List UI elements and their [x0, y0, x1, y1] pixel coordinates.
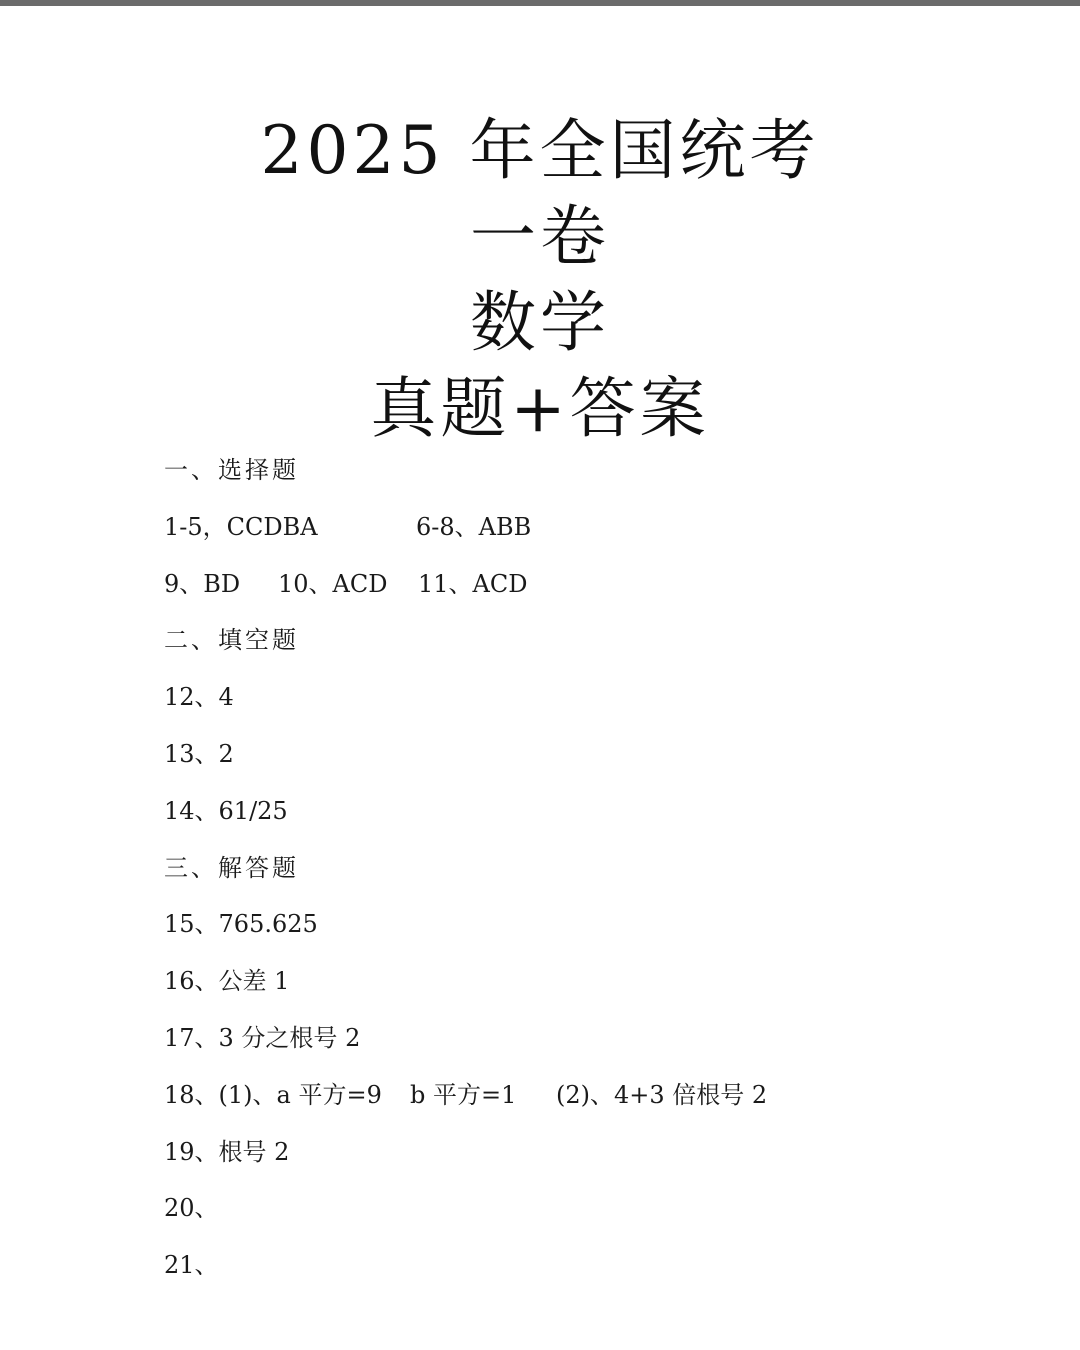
- answer-q16: 16、公差 1: [164, 967, 290, 996]
- answer-row-9-11: [164, 566, 1024, 623]
- answer-q20: 20、: [164, 1194, 219, 1223]
- title-paper-volume: 一卷: [470, 198, 610, 275]
- answer-q18-part1: 18、(1)、a 平方=9: [164, 1080, 382, 1109]
- answer-q10: 10、ACD: [278, 569, 388, 598]
- top-border: [0, 0, 1080, 6]
- title-description: 真题+答案: [370, 370, 710, 447]
- answer-q11: 11、ACD: [418, 569, 528, 598]
- answer-row-1-8: [164, 509, 1024, 566]
- answer-q13: 13、2: [164, 739, 234, 768]
- answer-q14: 14、61/25: [164, 796, 288, 825]
- section-heading-solve: 三、解答题: [164, 853, 299, 882]
- answer-q9: 9、BD: [164, 569, 241, 598]
- answer-q12: 12、4: [164, 683, 234, 712]
- answer-q21: 21、: [164, 1251, 219, 1280]
- section-heading-choice: 一、选择题: [164, 456, 299, 484]
- answer-q17: 17、3 分之根号 2: [164, 1023, 361, 1052]
- answer-q18-part1b: b 平方=1: [410, 1080, 517, 1109]
- title-block: [0, 108, 1080, 452]
- answer-q1-5: 1-5，CCDBA: [164, 512, 318, 541]
- answer-q15: 15、765.625: [164, 910, 318, 939]
- answer-q18-part2: (2)、4+3 倍根号 2: [556, 1080, 768, 1109]
- answer-row-q18: [164, 1077, 1024, 1134]
- title-exam-name: 2025 年全国统考: [260, 112, 820, 189]
- answer-q6-8: 6-8、ABB: [416, 512, 532, 541]
- answer-q19: 19、根号 2: [164, 1137, 290, 1166]
- answer-list: [164, 452, 1024, 1304]
- title-subject: 数学: [470, 284, 610, 361]
- section-heading-fill: 二、填空题: [164, 626, 299, 655]
